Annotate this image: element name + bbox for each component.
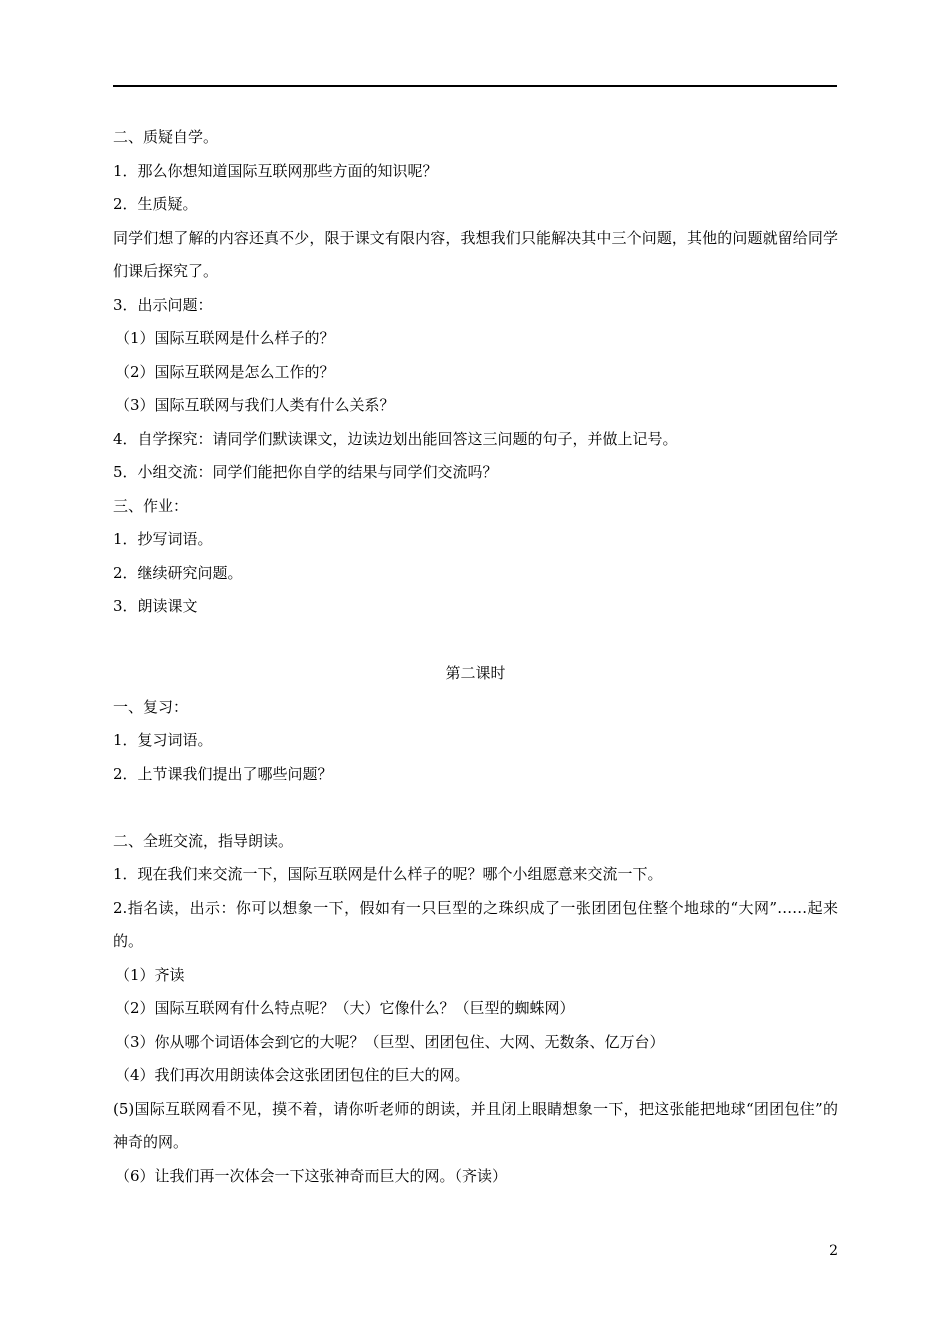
header-rule bbox=[113, 85, 837, 87]
list-item: 3．出示问题： bbox=[113, 295, 213, 314]
section-heading: 二、质疑自学。 bbox=[113, 128, 219, 146]
list-item: 2．继续研究问题。 bbox=[113, 563, 243, 582]
page-number: 2 bbox=[829, 1243, 838, 1259]
list-item: 1．复习词语。 bbox=[113, 731, 213, 749]
section-heading: 二、全班交流，指导朗读。 bbox=[113, 831, 294, 850]
paragraph: (5)国际互联网看不见，摸不着，请你听老师的朗读，并且闭上眼睛想象一下，把这张能把地球“团团包住”的神奇的网。 bbox=[113, 1099, 838, 1151]
spacer bbox=[113, 791, 838, 825]
list-item: 1．现在我们来交流一下，国际互联网是什么样子的呢？哪个小组愿意来交流一下。 bbox=[113, 865, 663, 883]
list-item: 3．朗读课文 bbox=[113, 597, 198, 615]
lesson-title: 第二课时 bbox=[445, 664, 506, 682]
paragraph: 同学们想了解的内容还真不少，限于课文有限内容，我想我们只能解决其中三个问题，其他的问题就留给同学们课后探究了。 bbox=[113, 228, 838, 280]
document-body bbox=[113, 121, 838, 1193]
sub-item: （4）我们再次用朗读体会这张团团包住的巨大的网。 bbox=[115, 1066, 470, 1084]
sub-item: （3）你从哪个词语体会到它的大呢？（巨型、团团包住、大网、无数条、亿万台） bbox=[115, 1032, 665, 1051]
sub-item: （2）国际互联网是怎么工作的？ bbox=[115, 362, 335, 381]
sub-item: （6）让我们再一次体会一下这张神奇而巨大的网。（齐读） bbox=[115, 1166, 508, 1185]
sub-item: （1）齐读 bbox=[115, 965, 185, 984]
list-item: 2．生质疑。 bbox=[113, 195, 198, 213]
sub-item: （2）国际互联网有什么特点呢？（大）它像什么？（巨型的蜘蛛网） bbox=[115, 999, 575, 1017]
list-item: 1．那么你想知道国际互联网那些方面的知识呢？ bbox=[113, 161, 438, 180]
section-heading: 三、作业： bbox=[113, 496, 189, 515]
spacer bbox=[113, 624, 838, 658]
list-item: 1．抄写词语。 bbox=[113, 530, 213, 548]
sub-item: （1）国际互联网是什么样子的？ bbox=[115, 329, 335, 347]
section-heading: 一、复习： bbox=[113, 697, 189, 716]
sub-item: （3）国际互联网与我们人类有什么关系？ bbox=[115, 396, 395, 414]
list-item: 4．自学探究：请同学们默读课文，边读边划出能回答这三问题的句子，并做上记号。 bbox=[113, 429, 678, 448]
list-item: 2．上节课我们提出了哪些问题？ bbox=[113, 764, 333, 783]
paragraph: 2.指名读，出示：你可以想象一下，假如有一只巨型的之珠织成了一张团团包住整个地球的“大网”……起来的。 bbox=[113, 898, 838, 950]
list-item: 5．小组交流：同学们能把你自学的结果与同学们交流吗？ bbox=[113, 463, 498, 481]
